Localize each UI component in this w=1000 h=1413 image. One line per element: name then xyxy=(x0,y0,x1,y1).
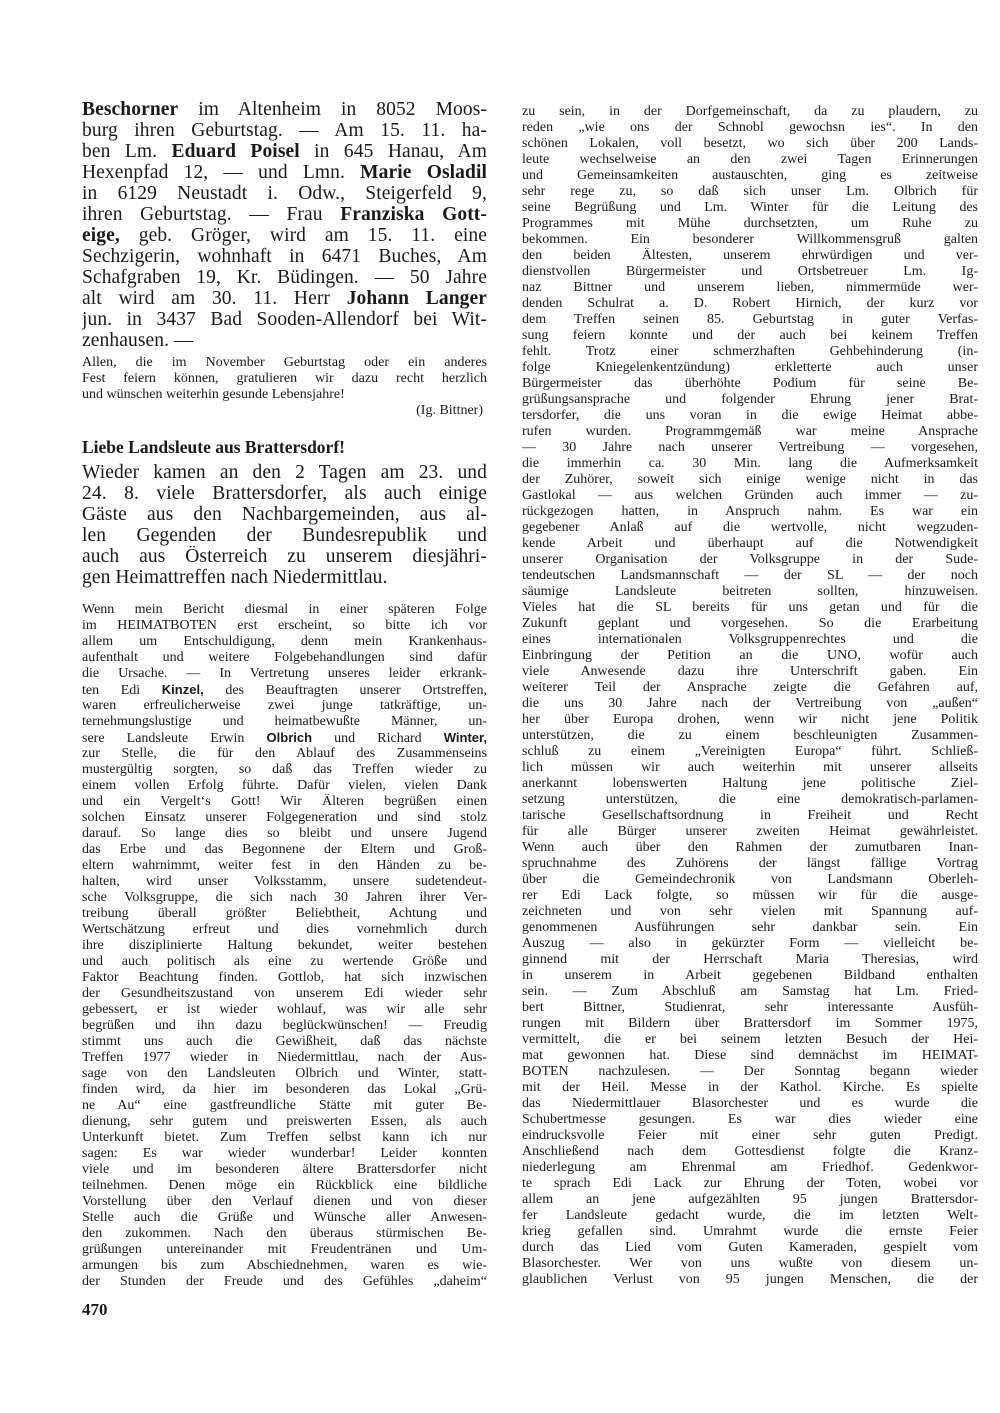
text-span: Vorstellung über den Verlauf dienen und von dieser xyxy=(82,1194,487,1209)
text-span: te sprach Edi Lack zur Ehrung der Toten, wobei vor xyxy=(522,1176,978,1191)
text-line xyxy=(522,712,978,728)
text-span: unterstützen, die zu einem beschleunigten Zusammen- xyxy=(522,728,978,743)
text-line xyxy=(522,424,978,440)
text-span: sehr rege zu, so daß sich unser Lm. Olbrich für xyxy=(522,184,978,199)
text-line xyxy=(522,264,978,280)
text-line xyxy=(522,200,978,216)
text-line xyxy=(522,1048,978,1064)
text-span: gegebener Anlaß auf die wertvolle, nicht wegzuden- xyxy=(522,520,978,535)
text-line xyxy=(82,267,487,288)
text-line xyxy=(522,1064,978,1080)
text-line xyxy=(522,232,978,248)
text-line xyxy=(522,456,978,472)
text-span: burg ihren Geburtstag. — Am 15. 11. ha- xyxy=(82,120,487,141)
text-line xyxy=(522,104,978,120)
text-line xyxy=(522,840,978,856)
text-span: gebessert, er ist wieder wohlauf, was wir alle sehr xyxy=(82,1002,487,1017)
text-line xyxy=(522,600,978,616)
text-line xyxy=(522,632,978,648)
text-line xyxy=(522,312,978,328)
text-line xyxy=(82,682,487,698)
text-line xyxy=(522,248,978,264)
text-span: tarische Gesellschaftsordnung in Freiheit und Recht xyxy=(522,808,978,823)
text-span: Programmes mit Mühe durchsetzten, um Ruhe zu xyxy=(522,216,978,231)
text-line xyxy=(82,826,487,842)
text-span: sage von den Landsleuten Olbrich und Winter, statt- xyxy=(82,1066,487,1081)
text-line xyxy=(82,1018,487,1034)
text-span: rückgezogen hatten, in Anspruch nahm. Es war ein xyxy=(522,504,978,519)
text-span: sung feiern konnte und der auch bei keinem Treffen xyxy=(522,328,978,343)
text-span: spruchnahme des Zuhörens der längst fällige Vortrag xyxy=(522,856,978,871)
text-span: mit der Heil. Messe in der Kathol. Kirche. Es spielte xyxy=(522,1080,978,1095)
text-span: mustergültig sorgten, so daß das Treffen wieder zu xyxy=(82,762,487,777)
bold-name: Marie Osladil xyxy=(360,162,487,183)
text-span: begrüßen und ihn dazu beglückwünschen! — Freudig xyxy=(82,1018,487,1033)
text-span: armungen bis zum Abschiednehmen, waren es wie- xyxy=(82,1258,487,1273)
text-line xyxy=(522,728,978,744)
text-line xyxy=(522,856,978,872)
text-span: rungen mit Bildern über Brattersdorf im Sommer 1975, xyxy=(522,1016,978,1031)
text-line xyxy=(82,602,487,618)
text-line xyxy=(82,504,487,525)
text-span: dem Treffen seinen 85. Geburtstag in guter Verfas- xyxy=(522,312,978,327)
text-line xyxy=(82,225,487,246)
text-line xyxy=(82,371,487,387)
text-span: bert Bittner, Studienrat, sehr interessante Ausfüh- xyxy=(522,1000,978,1015)
text-span: der Zuhörer, soweit sich einige wenige nicht in das xyxy=(522,472,978,487)
text-span: Faktor Beachtung finden. Gottlob, hat sich inzwischen xyxy=(82,970,487,985)
text-line xyxy=(82,1050,487,1066)
text-span: zur Stelle, die für den Ablauf des Zusammenseins xyxy=(82,746,487,761)
text-span: leute wechselweise an den zwei Tagen Erinnerungen xyxy=(522,152,978,167)
text-line xyxy=(82,1098,487,1114)
text-span: zu sein, in der Dorfgemeinschaft, da zu plaudern, zu xyxy=(522,104,978,119)
text-span: glaublichen Verlust von 95 jungen Menschen, die der xyxy=(522,1272,978,1287)
text-line xyxy=(522,808,978,824)
text-span: grüßungsansprache und folgender Ehrung jener Brat- xyxy=(522,392,978,407)
text-span: tendeutschen Landsmannschaft — der SL — der noch xyxy=(522,568,978,583)
text-span: sagen: Es war wieder wunderbar! Leider konnten xyxy=(82,1146,487,1161)
text-span: durch das Lied vom Guten Kameraden, gespielt vom xyxy=(522,1240,978,1255)
text-line xyxy=(522,904,978,920)
text-line xyxy=(82,120,487,141)
text-span: solchen Einsatz unserer Folgegeneration und sind stolz xyxy=(82,810,487,825)
text-line xyxy=(522,1224,978,1240)
text-line xyxy=(522,1272,978,1288)
text-line xyxy=(82,525,487,546)
text-span: eltern wahrnimmt, weiter fest in den Händen zu be- xyxy=(82,858,487,873)
text-line xyxy=(82,162,487,183)
text-line xyxy=(82,954,487,970)
text-line xyxy=(522,1016,978,1032)
text-line xyxy=(522,584,978,600)
text-span: gen Heimattreffen nach Niedermittlau. xyxy=(82,567,388,588)
text-span: eindrucksvolle Feier mit einer sehr guten Predigt. xyxy=(522,1128,978,1143)
text-span: sere Landsleute Erwin xyxy=(82,731,267,746)
text-span: waren erfreulicherweise zwei junge tatkräftige, un- xyxy=(82,698,487,713)
text-line xyxy=(522,376,978,392)
text-line xyxy=(82,546,487,567)
text-line xyxy=(82,986,487,1002)
text-span: Vieles hat die SL bereits für uns getan und für die xyxy=(522,600,978,615)
text-line xyxy=(522,408,978,424)
text-span: tersdorfer, die uns voran in die ewige Heimat abbe- xyxy=(522,408,978,423)
text-span: und ein Vergelt‘s Gott! Wir Älteren begrüßen einen xyxy=(82,794,487,809)
text-line xyxy=(522,536,978,552)
text-span: das Erbe und das Begonnene der Eltern und Groß- xyxy=(82,842,487,857)
text-line xyxy=(522,360,978,376)
text-span: vermittelt, die er bei seinem letzten Besuch der Hei- xyxy=(522,1032,978,1047)
text-span: in 645 Hanau, Am xyxy=(299,141,487,162)
text-line xyxy=(82,1274,487,1290)
text-line xyxy=(522,1128,978,1144)
text-line xyxy=(522,344,978,360)
text-line xyxy=(522,1080,978,1096)
text-span: weiterer Teil der Ansprache zeigte die Gefahren auf, xyxy=(522,680,978,695)
text-line xyxy=(522,568,978,584)
bold-name: Olbrich xyxy=(266,730,313,745)
text-span: Gastlokal — aus welchen Gründen auch immer — zu- xyxy=(522,488,978,503)
text-line xyxy=(522,1112,978,1128)
text-span: den zukommen. Nach den überaus stürmischen Be- xyxy=(82,1226,487,1241)
text-line xyxy=(522,680,978,696)
text-line xyxy=(522,936,978,952)
text-span: Wieder kamen an den 2 Tagen am 23. und xyxy=(82,462,487,483)
text-line xyxy=(522,648,978,664)
text-span: über die Gemeindechronik von Landsmann Oberleh- xyxy=(522,872,978,887)
text-span: Blasorchester. Wer von uns wußte von diesem un- xyxy=(522,1256,978,1271)
text-span: die uns 30 Jahre nach der Vertreibung von „außen“ xyxy=(522,696,978,711)
bold-name: Winter, xyxy=(443,730,487,745)
text-line xyxy=(522,984,978,1000)
text-span: und Richard xyxy=(312,731,444,746)
text-line xyxy=(82,309,487,330)
text-line xyxy=(82,1242,487,1258)
text-span: die Ursache. — In Vertretung unseres leider erkrank- xyxy=(82,666,487,681)
text-span: ternehmungslustige und heimatbewußte Männer, un- xyxy=(82,714,487,729)
text-span: schluß zu einem „Vereinigten Europa“ führt. Schließ- xyxy=(522,744,978,759)
text-span: bekommen. Ein besonderer Willkommensgruß galten xyxy=(522,232,978,247)
text-line xyxy=(82,1130,487,1146)
text-span: den beiden Ältesten, unserem ehrwürdigen und ver- xyxy=(522,248,978,263)
text-line xyxy=(82,204,487,225)
text-line xyxy=(522,1160,978,1176)
text-span: eines internationalen Volksgruppenrechtes und die xyxy=(522,632,978,647)
text-line xyxy=(82,1082,487,1098)
text-line xyxy=(522,872,978,888)
text-span: einem vollen Erfolg führte. Dafür vielen, vielen Dank xyxy=(82,778,487,793)
text-line xyxy=(82,666,487,682)
text-line xyxy=(522,520,978,536)
text-line xyxy=(522,1192,978,1208)
text-line xyxy=(522,968,978,984)
birthday-greeting xyxy=(82,355,487,403)
text-line xyxy=(82,1194,487,1210)
text-span: lich müssen wir auch weiterhin mit unserer allseits xyxy=(522,760,978,775)
text-line xyxy=(82,355,487,371)
text-span: Allen, die im November Geburtstag oder ein anderes xyxy=(82,355,487,370)
text-line xyxy=(82,890,487,906)
text-span: dienung, sehr gutem und preiswerten Essen, als auch xyxy=(82,1114,487,1129)
text-line xyxy=(522,952,978,968)
text-span: der Stunden der Freude und des Gefühles „daheim“ xyxy=(82,1274,487,1289)
text-line xyxy=(82,858,487,874)
text-span: seine Begrüßung und Lm. Winter für die Leitung des xyxy=(522,200,978,215)
left-column xyxy=(82,99,487,1290)
text-line xyxy=(522,440,978,456)
text-span: ihre disziplinierte Haltung bekundet, weiter bestehen xyxy=(82,938,487,953)
text-span: geb. Gröger, wird am 15. 11. eine xyxy=(119,225,487,246)
text-line xyxy=(82,810,487,826)
text-span: Fest feiern können, gratulieren wir dazu recht herzlich xyxy=(82,371,487,386)
text-span: darauf. So lange dies so bleibt und unsere Jugend xyxy=(82,826,487,841)
text-span: in unserem in Arbeit gegebenen Bildband enthalten xyxy=(522,968,978,983)
text-span: folge Kniegelenkentzündung) erkletterte auch unser xyxy=(522,360,978,375)
text-line xyxy=(522,504,978,520)
text-span: Treffen 1977 wieder in Niedermittlau, nach der Aus- xyxy=(82,1050,487,1065)
text-span: zenhausen. — xyxy=(82,330,194,351)
text-line xyxy=(522,760,978,776)
text-line xyxy=(82,330,487,351)
article-body-left xyxy=(82,602,487,1290)
text-span: fehlt. Trotz einer schmerzhaften Gehbehinderung (in- xyxy=(522,344,978,359)
text-span: ginnend mit der Herrschaft Maria Theresias, wird xyxy=(522,952,978,967)
bold-name: Franziska Gott- xyxy=(340,204,487,225)
text-line xyxy=(82,1226,487,1242)
text-line xyxy=(522,1256,978,1272)
text-line xyxy=(82,1162,487,1178)
text-span: Anschließend nach dem Gottesdienst folgte die Kranz- xyxy=(522,1144,978,1159)
text-line xyxy=(522,776,978,792)
text-span: finden wird, da hier im besonderen das Lokal „Grü- xyxy=(82,1082,487,1097)
text-line xyxy=(82,483,487,504)
text-span: Stelle auch die Grüße und Wünsche aller Anwesen- xyxy=(82,1210,487,1225)
text-span: stimmt uns auch die Gewißheit, daß das nächste xyxy=(82,1034,487,1049)
text-line xyxy=(82,1002,487,1018)
article-heading: Liebe Landsleute aus Brattersdorf! xyxy=(82,437,345,457)
text-span: anerkannt lobenswerten Haltung jene politische Ziel- xyxy=(522,776,978,791)
text-span: Bürgermeister das überhöhte Podium für seine Be- xyxy=(522,376,978,391)
text-span: auch aus Österreich zu unserem diesjähri- xyxy=(82,546,487,567)
text-span: Schubertmesse gesungen. Es war dies wieder eine xyxy=(522,1112,978,1127)
text-line xyxy=(82,730,487,746)
text-line xyxy=(522,280,978,296)
text-span: — 30 Jahre nach unserer Vertreibung — vorgesehen, xyxy=(522,440,978,455)
text-line xyxy=(522,296,978,312)
text-span: zeichneten und von sehr vielen mit Spannung auf- xyxy=(522,904,978,919)
text-span: schönen Lokalen, voll besetzt, wo sich über 200 Lands- xyxy=(522,136,978,151)
text-span: mat gewonnen hat. Diese sind demnächst im HEIMAT- xyxy=(522,1048,978,1063)
text-span: unserer Organisation der Volksgruppe in der Sude- xyxy=(522,552,978,567)
text-line xyxy=(82,762,487,778)
text-span: die immerhin ca. 30 Min. lang die Aufmerksamkeit xyxy=(522,456,978,471)
text-span: halten, wird unser Volksstamm, unsere sudetendeut- xyxy=(82,874,487,889)
text-line xyxy=(82,906,487,922)
text-span: denden Schulrat a. D. Robert Hirnich, der kurz vor xyxy=(522,296,978,311)
text-span: sche Volksgruppe, die sich nach 30 Jahren ihrer Ver- xyxy=(82,890,487,905)
signature: (Ig. Bittner) xyxy=(416,403,483,418)
text-span: des Beauftragten unserer Ortstreffen, xyxy=(203,683,487,698)
text-line xyxy=(82,99,487,120)
text-span: Sechzigerin, wohnhaft in 6471 Buches, Am xyxy=(82,246,487,267)
text-span: sein. — Zum Abschluß am Samstag hat Lm. Fried- xyxy=(522,984,978,999)
text-line xyxy=(82,922,487,938)
text-line xyxy=(82,634,487,650)
text-line xyxy=(522,120,978,136)
text-line xyxy=(82,874,487,890)
text-line xyxy=(522,792,978,808)
text-line xyxy=(522,184,978,200)
text-line xyxy=(522,824,978,840)
text-line xyxy=(82,1210,487,1226)
text-span: niederlegung am Ehrenmal am Friedhof. Gedenkwor- xyxy=(522,1160,978,1175)
text-span: allem an jene aufgezählten 95 jungen Brattersdor- xyxy=(522,1192,978,1207)
text-line xyxy=(82,1034,487,1050)
text-span: 24. 8. viele Brattersdorfer, als auch einige xyxy=(82,483,487,504)
text-line xyxy=(522,664,978,680)
text-span: säumige Landsleute beitreten sollten, hinzuweisen. xyxy=(522,584,978,599)
text-line xyxy=(522,1240,978,1256)
text-span: und auch politisch als eine zu wertende Größe und xyxy=(82,954,487,969)
text-span: her über Europa drohen, wenn wir nicht jene Politik xyxy=(522,712,978,727)
text-span: für alle Bürger unserer zweiten Heimat gewährleistet. xyxy=(522,824,978,839)
page-number: 470 xyxy=(82,1300,108,1319)
text-line xyxy=(82,698,487,714)
text-span: teilnehmen. Denen möge ein Rückblick eine bildliche xyxy=(82,1178,487,1193)
text-line xyxy=(522,1096,978,1112)
text-line xyxy=(522,472,978,488)
bold-name: Johann Langer xyxy=(346,288,487,309)
article-body-right xyxy=(522,104,978,1288)
text-line xyxy=(82,183,487,204)
text-line xyxy=(82,938,487,954)
text-span: BOTEN nachzulesen. — Der Sonntag begann wieder xyxy=(522,1064,978,1079)
text-line xyxy=(522,168,978,184)
text-span: ten Edi xyxy=(82,683,162,698)
text-span: treibung überall größter Beliebtheit, Achtung und xyxy=(82,906,487,921)
text-span: ben Lm. xyxy=(82,141,172,162)
birthday-announcements xyxy=(82,99,487,351)
text-span: Gäste aus den Nachbargemeinden, aus al- xyxy=(82,504,487,525)
text-line xyxy=(522,1176,978,1192)
text-line xyxy=(522,552,978,568)
text-span: allem um Entschuldigung, denn mein Krankenhaus- xyxy=(82,634,487,649)
text-line xyxy=(82,1114,487,1130)
text-line xyxy=(522,1000,978,1016)
text-span: krieg gefallen sind. Umrahmt wurde die ernste Feier xyxy=(522,1224,978,1239)
text-span: reden „wie ons der Schnobl gewochsn ies“. In den xyxy=(522,120,978,135)
text-span: im HEIMATBOTEN erst erscheint, so bitte ich vor xyxy=(82,618,487,633)
bold-name: Eduard Poisel xyxy=(171,141,300,162)
text-line xyxy=(522,216,978,232)
text-span: Einbringung der Petition an die UNO, wofür auch xyxy=(522,648,978,663)
text-span: genommenen Ausführungen sehr dankbar sein. Ein xyxy=(522,920,978,935)
text-span: Unterkunft bietet. Zum Treffen selbst kann ich nur xyxy=(82,1130,487,1145)
text-span: Hexenpfad 12, — und Lmn. xyxy=(82,162,361,183)
text-line xyxy=(522,152,978,168)
text-line xyxy=(82,288,487,309)
text-line xyxy=(82,1258,487,1274)
text-span: naz Bittner und unserem lieben, nimmermüde wer- xyxy=(522,280,978,295)
text-span: viele und im besonderen ältere Brattersdorfer nicht xyxy=(82,1162,487,1177)
text-line xyxy=(82,746,487,762)
text-line xyxy=(82,970,487,986)
text-line xyxy=(82,714,487,730)
text-span: fer Landsleute gedacht wurde, die im letzten Welt- xyxy=(522,1208,978,1223)
text-span: rufen wurden. Programmgemäß war meine Ansprache xyxy=(522,424,978,439)
text-line xyxy=(522,136,978,152)
text-line xyxy=(522,744,978,760)
text-line xyxy=(522,888,978,904)
text-span: Wertschätzung erfreut und dies vornehmlich durch xyxy=(82,922,487,937)
text-span: Zukunft geplant und vorgesehen. So die Erarbeitung xyxy=(522,616,978,631)
right-column xyxy=(522,104,978,1288)
text-span: ihren Geburtstag. — Frau xyxy=(82,204,341,225)
text-span: grüßungen untereinander mit Freudentränen und Um- xyxy=(82,1242,487,1257)
bold-name: Kinzel, xyxy=(161,682,204,697)
text-line xyxy=(522,1032,978,1048)
text-line xyxy=(82,778,487,794)
text-span: alt wird am 30. 11. Herr xyxy=(82,288,347,309)
text-line xyxy=(522,696,978,712)
text-line xyxy=(522,392,978,408)
text-span: in 6129 Neustadt i. Odw., Steigerfeld 9, xyxy=(82,183,487,204)
text-line xyxy=(82,1178,487,1194)
text-line xyxy=(522,328,978,344)
text-line xyxy=(82,650,487,666)
text-span: der Gesundheitszustand von unserem Edi wieder sehr xyxy=(82,986,487,1001)
text-line xyxy=(522,616,978,632)
text-span: und Gemeinsamkeiten austauschten, ging es zeitweise xyxy=(522,168,978,183)
text-line xyxy=(82,1146,487,1162)
text-span: und wünschen weiterhin gesunde Lebensjahre! xyxy=(82,387,345,402)
text-span: im Altenheim in 8052 Moos- xyxy=(178,99,487,120)
text-line xyxy=(522,1208,978,1224)
text-line xyxy=(82,842,487,858)
text-span: das Niedermittlauer Blasorchester und es wurde die xyxy=(522,1096,978,1111)
text-line xyxy=(82,462,487,483)
text-span: len Gegenden der Bundesrepublik und xyxy=(82,525,487,546)
text-span: setzung unterstützen, die eine demokratisch-parlamen- xyxy=(522,792,978,807)
bold-name: eige, xyxy=(82,225,120,246)
text-span: kende Arbeit und überhaupt auf die Notwendigkeit xyxy=(522,536,978,551)
article-lead xyxy=(82,462,487,588)
text-line xyxy=(82,618,487,634)
text-span: Wenn mein Bericht diesmal in einer späteren Folge xyxy=(82,602,487,617)
text-span: Wenn auch über den Rahmen der zumutbaren Inan- xyxy=(522,840,978,855)
text-line xyxy=(82,387,487,403)
text-line xyxy=(82,246,487,267)
text-line xyxy=(82,141,487,162)
text-span: dienstvollen Bürgermeister und Ortsbetreuer Lm. Ig- xyxy=(522,264,978,279)
text-line xyxy=(522,488,978,504)
text-span: jun. in 3437 Bad Sooden-Allendorf bei Wit- xyxy=(82,309,487,330)
text-span: Auszug — also in gekürzter Form — vielleicht be- xyxy=(522,936,978,951)
text-line xyxy=(82,567,487,588)
bold-name: Beschorner xyxy=(82,99,179,120)
text-span: Schafgraben 19, Kr. Büdingen. — 50 Jahre xyxy=(82,267,487,288)
text-line xyxy=(82,1066,487,1082)
text-span: rer Edi Lack folgte, so müssen wir für die ausge- xyxy=(522,888,978,903)
text-span: viele Anwesende dazu ihre Unterschrift gaben. Ein xyxy=(522,664,978,679)
text-line xyxy=(82,794,487,810)
text-span: aufenthalt und weitere Folgebehandlungen sind dafür xyxy=(82,650,487,665)
text-line xyxy=(522,920,978,936)
text-line xyxy=(522,1144,978,1160)
text-span: ne Au“ eine gastfreundliche Stätte mit guter Be- xyxy=(82,1098,487,1113)
